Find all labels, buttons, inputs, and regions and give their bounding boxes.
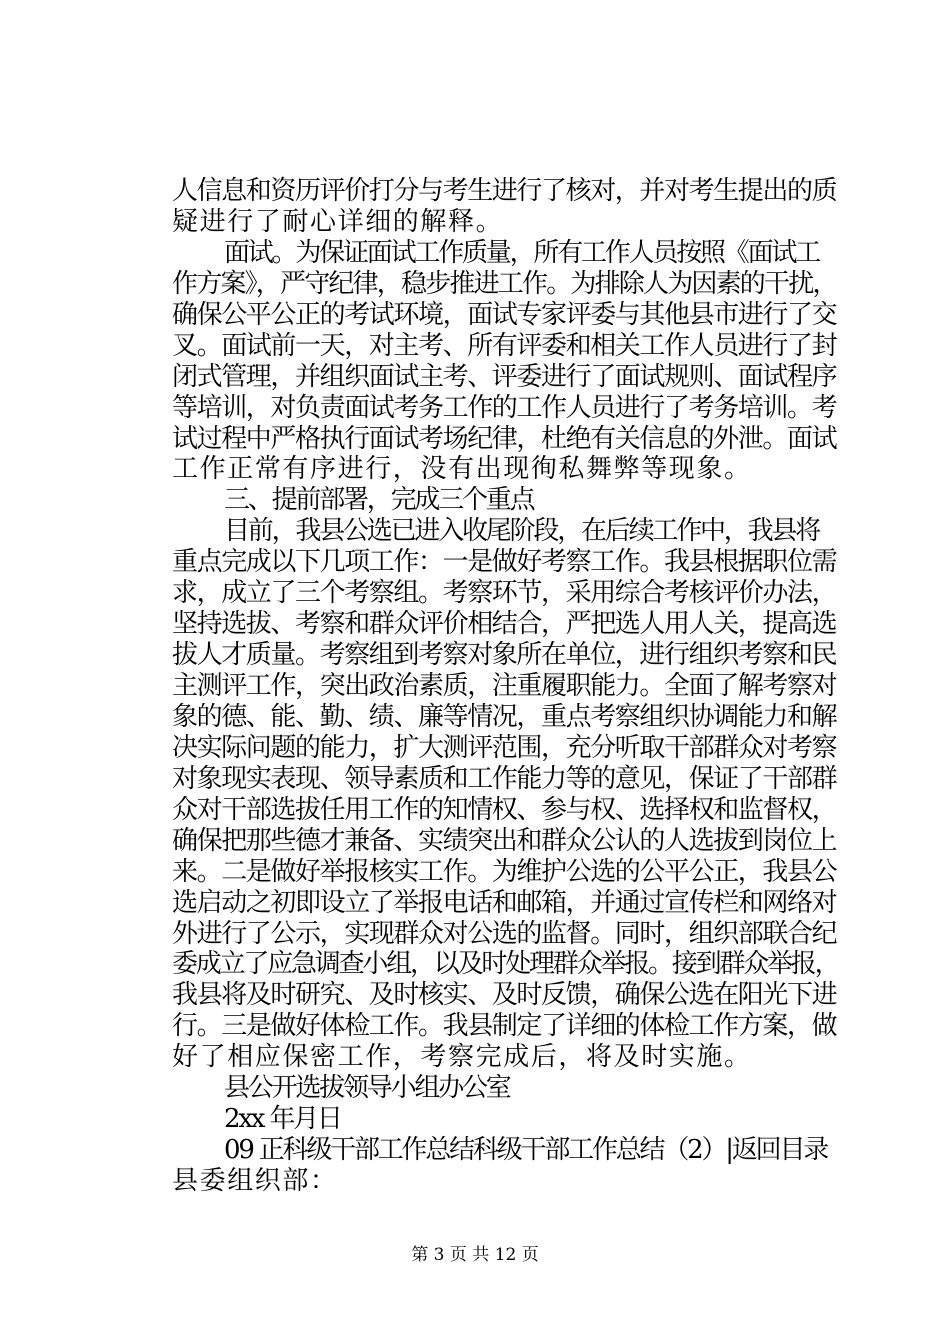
body-line: 主测评工作，突出政治素质，注重履职能力。全面了解考察对 [172, 671, 837, 701]
body-line: 面试。为保证面试工作质量，所有工作人员按照《面试工 [224, 238, 820, 268]
body-line: 人信息和资历评价打分与考生进行了核对，并对考生提出的质 [172, 176, 837, 206]
body-line: 好了相应保密工作，考察完成后，将及时实施。 [172, 1042, 752, 1072]
body-line: 众对干部选拔任用工作的知情权、参与权、选择权和监督权， [172, 795, 837, 825]
body-line: 重点完成以下几项工作：一是做好考察工作。我县根据职位需 [172, 547, 837, 577]
body-line: 闭式管理，并组织面试主考、评委进行了面试规则、面试程序 [172, 362, 837, 392]
body-line: 目前，我县公选已进入收尾阶段，在后续工作中，我县将 [224, 516, 820, 546]
body-line: 外进行了公示，实现群众对公选的监督。同时，组织部联合纪 [172, 919, 837, 949]
body-line: 来。二是做好举报核实工作。为维护公选的公平公正，我县公 [172, 857, 837, 887]
body-line: 等培训，对负责面试考务工作的工作人员进行了考务培训。考 [172, 393, 837, 423]
body-line: 确保把那些德才兼备、实绩突出和群众公认的人选拔到岗位上 [172, 826, 837, 856]
body-line: 作方案》，严守纪律，稳步推进工作。为排除人为因素的干扰， [172, 269, 837, 299]
body-line: 叉。面试前一天，对主考、所有评委和相关工作人员进行了封 [172, 331, 837, 361]
body-line: 我县将及时研究、及时核实、及时反馈，确保公选在阳光下进 [172, 980, 837, 1010]
body-line: 对象现实表现、领导素质和工作能力等的意见，保证了干部群 [172, 764, 837, 794]
next-article-title: 09 正科级干部工作总结科级干部工作总结（2）|返回目录 [224, 1135, 828, 1165]
body-line: 委成立了应急调查小组，以及时处理群众举报。接到群众举报， [172, 949, 839, 979]
signature-office: 县公开选拔领导小组办公室 [224, 1073, 510, 1103]
body-line: 确保公平公正的考试环境，面试专家评委与其他县市进行了交 [172, 300, 837, 330]
signature-date: 2xx 年月日 [224, 1104, 341, 1134]
body-line: 行。三是做好体检工作。我县制定了详细的体检工作方案，做 [172, 1011, 837, 1041]
body-line: 象的德、能、勤、绩、廉等情况，重点考察组织协调能力和解 [172, 702, 837, 732]
body-line: 疑进行了耐心详细的解释。 [172, 207, 504, 237]
body-line: 试过程中严格执行面试考场纪律，杜绝有关信息的外泄。面试 [172, 424, 837, 454]
body-line: 坚持选拔、考察和群众评价相结合，严把选人用人关，提高选 [172, 609, 837, 639]
section-heading: 三、提前部署，完成三个重点 [224, 485, 534, 515]
body-line: 拔人才质量。考察组到考察对象所在单位，进行组织考察和民 [172, 640, 837, 670]
body-line: 决实际问题的能力，扩大测评范围，充分听取干部群众对考察 [172, 733, 837, 763]
body-line: 选启动之初即设立了举报电话和邮箱，并通过宣传栏和网络对 [172, 888, 837, 918]
page-footer: 第 3 页 共 12 页 [411, 1245, 539, 1265]
body-line: 求，成立了三个考察组。考察环节，采用综合考核评价办法， [172, 578, 837, 608]
body-line: 工作正常有序进行，没有出现徇私舞弊等现象。 [172, 454, 752, 484]
addressee-line: 县委组织部： [172, 1166, 338, 1196]
